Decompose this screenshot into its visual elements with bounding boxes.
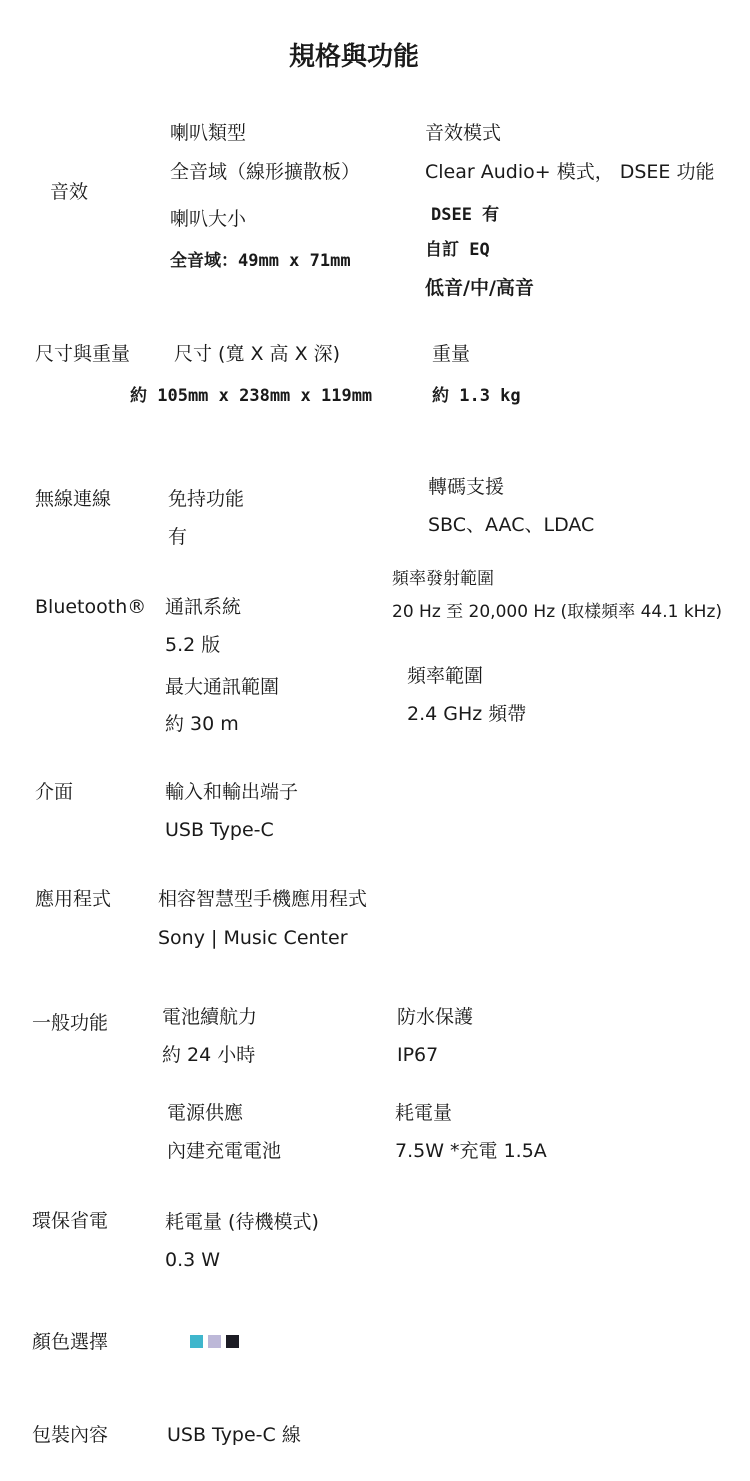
consumption-label: 耗電量 (395, 1102, 453, 1124)
consumption-value: 7.5W *充電 1.5A (395, 1140, 547, 1162)
eq-bands-value: 低音/中/高音 (425, 277, 534, 299)
handsfree-label: 免持功能 (168, 488, 245, 510)
power-value: 內建充電電池 (167, 1140, 282, 1162)
dsee-value: DSEE 有 (431, 205, 500, 225)
codec-label: 轉碼支援 (428, 476, 505, 498)
standby-label: 耗電量 (待機模式) (165, 1211, 319, 1233)
page-title: 規格與功能 (289, 42, 420, 72)
speaker-type-label: 喇叭類型 (170, 122, 247, 144)
section-audio: 音效 (50, 181, 89, 203)
power-label: 電源供應 (167, 1102, 244, 1124)
speaker-size-value: 全音域：49mm x 71mm (170, 251, 351, 271)
dimensions-label: 尺寸 (寬 X 高 X 深) (174, 343, 341, 365)
section-colors: 顏色選擇 (32, 1331, 109, 1353)
section-interface: 介面 (35, 781, 74, 803)
band-value: 2.4 GHz 頻帶 (407, 703, 527, 725)
io-label: 輸入和輸出端子 (165, 781, 299, 803)
sound-mode-label: 音效模式 (425, 122, 502, 144)
tx-range-value: 20 Hz 至 20,000 Hz (取樣頻率 44.1 kHz) (392, 602, 723, 622)
section-eco: 環保省電 (32, 1210, 109, 1232)
water-label: 防水保護 (397, 1006, 474, 1028)
water-value: IP67 (397, 1044, 439, 1066)
package-value: USB Type-C 線 (167, 1424, 301, 1446)
color-swatch-3 (226, 1335, 239, 1348)
band-label: 頻率範圍 (407, 665, 484, 687)
section-bluetooth: Bluetooth® (35, 596, 147, 618)
tx-range-label: 頻率發射範圍 (392, 569, 494, 589)
dimensions-value: 約 105mm x 238mm x 119mm (130, 386, 373, 406)
sound-mode-value: Clear Audio+ 模式， DSEE 功能 (425, 161, 715, 183)
section-app: 應用程式 (35, 888, 112, 910)
battery-value: 約 24 小時 (162, 1044, 256, 1066)
codec-value: SBC、AAC、LDAC (428, 514, 595, 536)
handsfree-value: 有 (168, 526, 188, 548)
section-size-weight: 尺寸與重量 (35, 343, 131, 365)
color-swatch-1 (190, 1335, 203, 1348)
section-wireless: 無線連線 (35, 488, 112, 510)
speaker-size-label: 喇叭大小 (170, 208, 247, 230)
bt-system-value: 5.2 版 (165, 634, 221, 656)
custom-eq-label: 自訂 EQ (425, 240, 490, 260)
bt-system-label: 通訊系統 (165, 596, 242, 618)
app-value: Sony | Music Center (158, 927, 348, 949)
bt-range-label: 最大通訊範圍 (165, 676, 280, 698)
weight-label: 重量 (432, 343, 471, 365)
standby-value: 0.3 W (165, 1249, 221, 1271)
app-label: 相容智慧型手機應用程式 (158, 888, 368, 910)
color-swatch-2 (208, 1335, 221, 1348)
weight-value: 約 1.3 kg (432, 386, 521, 406)
section-package: 包裝內容 (32, 1424, 109, 1446)
section-general: 一般功能 (32, 1012, 109, 1034)
bt-range-value: 約 30 m (165, 713, 239, 735)
io-value: USB Type-C (165, 819, 274, 841)
battery-label: 電池續航力 (162, 1006, 258, 1028)
speaker-type-value: 全音域（線形擴散板） (170, 161, 361, 183)
